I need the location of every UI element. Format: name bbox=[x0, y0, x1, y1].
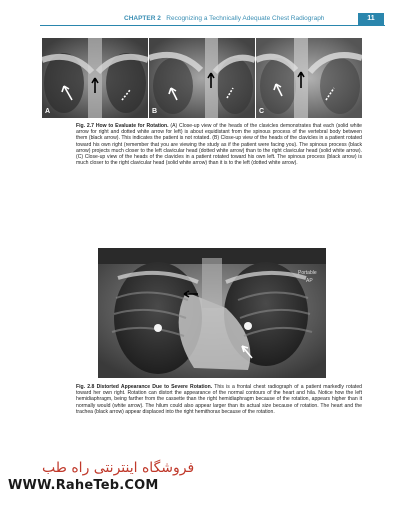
figure-2-7-body: (A) Close-up view of the heads of the clavicles demonstrates that each (solid white arrow for right and dotted white arrow for left) is about equidistant from the spinous process of the vertebral body between them (black arrow). This indicates the patient is not rotated. (B) Close-up view of the heads of the clavicles in a patient rotated toward his own right (remember that you are viewing the study as if the patient were facing you). The spinous process (black arrow) projects much closer to the left clavicular head (dotted white arrow) than to the right clavicular head (solid white arrow). (C) Close-up view of the heads of the clavicles in a patient rotated toward his own left. The spinous process (black arrow) is much closer to the right clavicular head (solid white arrow) than it is to the left (dotted white arrow). bbox=[76, 123, 362, 167]
xray-panel-a-image bbox=[42, 38, 148, 118]
xray-panel-b-image bbox=[149, 38, 255, 118]
figure-2-8-label: Fig. 2.8 bbox=[76, 384, 95, 390]
panel-label-c: C bbox=[259, 108, 265, 115]
panel-label-b: B bbox=[152, 108, 158, 115]
figure-2-7-title: How to Evaluate for Rotation. bbox=[95, 123, 169, 129]
watermark-url: WWW.RaheTeb.COM bbox=[8, 478, 159, 493]
figure-2-8-caption bbox=[76, 384, 362, 415]
figure-2-7-caption bbox=[76, 123, 362, 166]
watermark-persian: فروشگاه اینترنتی راه طب bbox=[42, 460, 195, 476]
header-rule bbox=[40, 25, 385, 26]
ap-marker: AP bbox=[306, 278, 313, 284]
portable-marker: Portable bbox=[298, 270, 317, 276]
chapter-title: Recognizing a Technically Adequate Chest Radiograph bbox=[166, 15, 325, 22]
xray-panel-a bbox=[42, 38, 148, 118]
xray-panel-b bbox=[149, 38, 255, 118]
chapter-label: CHAPTER 2 bbox=[124, 15, 161, 22]
chest-radiograph-image bbox=[98, 248, 326, 378]
xray-panel-c bbox=[256, 38, 362, 118]
figure-2-7-label: Fig. 2.7 bbox=[76, 123, 94, 129]
chest-radiograph bbox=[98, 248, 326, 378]
figure-2-8-title: Distorted Appearance Due to Severe Rotation. bbox=[96, 384, 213, 390]
figure-2-8-body: This is a frontal chest radiograph of a patient markedly rotated toward her own right. Rotation can distort the appearance of the normal contours of the heart and hila. Notice how the left hemidiaphragm, being farther from the cassette than the right hemidiaphragm because of the rotation, appears higher than it normally would (white arrow). The hilum could also appear larger than its actual size because of rotation. The heart and the trachea (black arrow) appear displaced into the right hemithorax because of the rotation. bbox=[76, 384, 363, 415]
page-number: 11 bbox=[358, 13, 384, 25]
running-header bbox=[124, 15, 324, 22]
panel-label-a: A bbox=[45, 108, 51, 115]
xray-panel-c-image bbox=[256, 38, 362, 118]
